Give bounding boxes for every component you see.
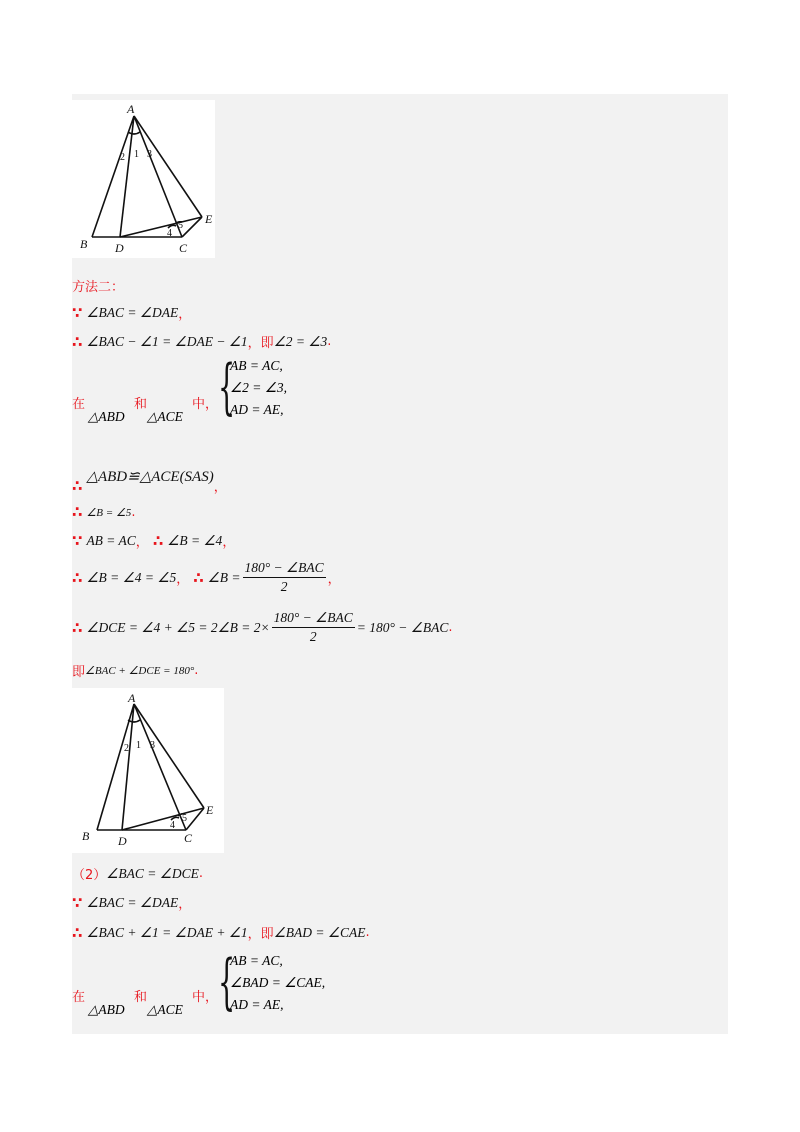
statement-10-tail: . <box>198 866 203 881</box>
label-1: 1 <box>134 149 139 160</box>
statement-6 <box>72 531 235 550</box>
statement-11 <box>72 893 191 912</box>
zai-text: 在 <box>72 990 86 1005</box>
therefore-symbol: ∴ <box>72 332 83 351</box>
label-1: 1 <box>136 740 141 751</box>
label-c: C <box>184 831 193 845</box>
therefore-symbol: ∴ <box>72 618 83 637</box>
ji-text: 即 <box>72 665 86 680</box>
because-symbol: ∵ <box>72 893 83 912</box>
statement-12-math2: ∠BAD = ∠CAE <box>273 924 366 940</box>
triangle-ace: △ACE <box>147 1002 183 1017</box>
system-2-row-3: AD = AE, <box>230 997 284 1012</box>
fraction-denominator: 2 <box>280 579 288 594</box>
congruence-statement: △ABD≌△ACE(SAS) <box>86 469 214 485</box>
therefore-symbol: ∴ <box>193 568 204 587</box>
system-1-row-2: ∠2 = ∠3, <box>230 380 287 395</box>
statement-12 <box>72 923 370 942</box>
label-4: 4 <box>170 820 175 831</box>
statement-7-mid: ， <box>176 572 190 587</box>
statement-7-tail: ， <box>327 572 341 587</box>
label-b: B <box>80 237 88 251</box>
he-text: 和 <box>134 990 148 1005</box>
label-d: D <box>118 834 127 848</box>
label-e: E <box>205 212 213 226</box>
label-b: B <box>82 829 90 843</box>
statement-5-math: ∠B = ∠5 <box>86 506 132 519</box>
statement-6-tail: ， <box>222 535 236 550</box>
statement-1-tail: ， <box>178 307 192 322</box>
label-2: 2 <box>120 152 125 163</box>
label-2: 2 <box>124 743 129 754</box>
therefore-symbol: ∴ <box>72 568 83 587</box>
system-1-block <box>218 352 338 422</box>
statement-2-math2: ∠2 = ∠3 <box>273 333 328 349</box>
part-2-label: （2） <box>72 868 107 883</box>
zhong-text: 中， <box>192 397 219 412</box>
statement-9-tail: . <box>194 663 199 678</box>
statement-6-math: AB = AC <box>86 532 136 548</box>
statement-9 <box>72 661 198 680</box>
label-5: 5 <box>182 813 187 824</box>
label-e: E <box>206 803 214 817</box>
statement-7-lhs: ∠B = <box>207 569 241 585</box>
system-1-row-3: AD = AE, <box>230 402 284 417</box>
zai-text: 在 <box>72 397 86 412</box>
triangle-figure-2 <box>72 688 224 853</box>
system-2-row-1: AB = AC, <box>230 953 283 968</box>
statement-2-tail: . <box>327 334 332 349</box>
label-c: C <box>179 241 188 255</box>
label-3: 3 <box>147 149 152 160</box>
method-title <box>72 276 124 295</box>
statement-1-math: ∠BAC = ∠DAE <box>86 304 179 320</box>
statement-1 <box>72 303 191 322</box>
label-a: A <box>128 691 136 705</box>
method-title-text: 方法二： <box>72 280 125 295</box>
fraction-numerator: 180° − ∠BAC <box>243 560 326 578</box>
zhong-text: 中， <box>192 990 219 1005</box>
statement-10-math: ∠BAC = ∠DCE <box>106 865 199 881</box>
triangle-ace: △ACE <box>147 409 183 424</box>
statement-8-lhs: ∠DCE = ∠4 + ∠5 = 2∠B = 2× <box>86 619 270 635</box>
statement-8-tail: . <box>448 620 453 635</box>
statement-7 <box>72 560 341 595</box>
fraction-denominator: 2 <box>309 629 317 644</box>
therefore-symbol: ∴ <box>72 476 83 495</box>
statement-12-math: ∠BAC + ∠1 = ∠DAE + ∠1 <box>86 924 248 940</box>
system-1-row-1: AB = AC, <box>230 358 283 373</box>
statement-10 <box>72 864 203 883</box>
statement-11-math: ∠BAC = ∠DAE <box>86 894 179 910</box>
triangle-abd: △ABD <box>88 1002 125 1017</box>
label-4: 4 <box>167 228 172 239</box>
statement-8 <box>72 610 453 645</box>
because-symbol: ∵ <box>72 303 83 322</box>
triangle-abd: △ABD <box>88 409 125 424</box>
label-d: D <box>115 241 124 255</box>
fraction <box>243 560 326 595</box>
system-2-block <box>218 947 358 1017</box>
statement-5 <box>72 503 135 521</box>
statement-2-mid: ，即 <box>247 336 274 351</box>
label-3: 3 <box>150 740 155 751</box>
statement-8-rhs: = 180° − ∠BAC <box>356 619 449 635</box>
therefore-symbol: ∴ <box>152 531 164 550</box>
because-symbol: ∵ <box>72 531 83 550</box>
left-brace: { <box>218 947 236 1017</box>
label-5: 5 <box>178 220 183 231</box>
statement-9-math: ∠BAC + ∠DCE = 180° <box>85 665 195 677</box>
statement-12-tail: . <box>365 925 370 940</box>
label-a: A <box>127 102 135 116</box>
left-brace: { <box>218 352 236 422</box>
statement-5-tail: . <box>131 504 136 520</box>
statement-12-mid: ，即 <box>247 927 274 942</box>
he-text: 和 <box>134 397 148 412</box>
statement-11-tail: ， <box>178 897 192 912</box>
statement-7-math: ∠B = ∠4 = ∠5 <box>86 569 177 585</box>
triangle-figure-1 <box>72 100 215 258</box>
therefore-symbol: ∴ <box>72 923 83 942</box>
statement-2-math: ∠BAC − ∠1 = ∠DAE − ∠1 <box>86 333 248 349</box>
statement-6-math2: ∠B = ∠4 <box>167 532 223 548</box>
therefore-symbol: ∴ <box>72 503 83 521</box>
fraction-numerator: 180° − ∠BAC <box>272 610 355 628</box>
statement-4 <box>72 458 227 495</box>
statement-4-tail: ， <box>213 480 227 495</box>
system-2-row-2: ∠BAD = ∠CAE, <box>230 975 326 990</box>
fraction <box>272 610 355 645</box>
statement-6-mid: ， <box>135 535 149 550</box>
statement-2 <box>72 332 331 351</box>
